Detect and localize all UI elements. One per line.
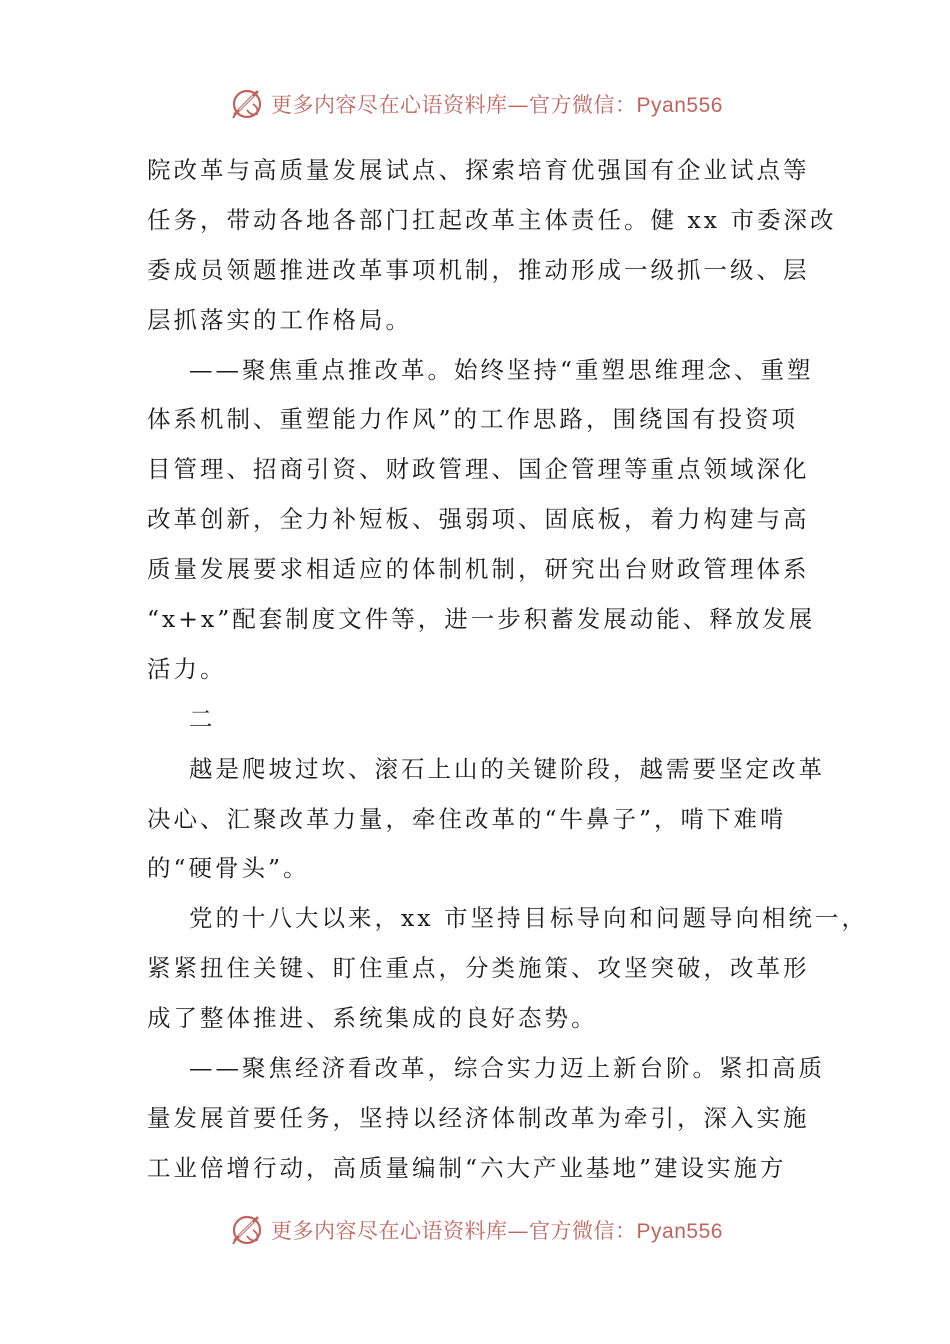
paragraph-line: 体系机制、重塑能力作风”的工作思路，围绕国有投资项 [147, 405, 799, 434]
footer-watermark-label: 更多内容尽在心语资料库—官方微信： [271, 1219, 637, 1243]
paragraph-line: 院改革与高质量发展试点、探索培育优强国有企业试点等 [147, 156, 810, 184]
paragraph-line: 越是爬坡过坎、滚石上山的关键阶段，越需要坚定改革 [189, 754, 825, 783]
paragraph-line: 活力。 [147, 654, 227, 683]
paragraph-line: 层抓落实的工作格局。 [147, 305, 412, 334]
paragraph-line: 党的十八大以来，xx 市坚持目标导向和问题导向相统一， [189, 904, 868, 933]
header-watermark-banner [0, 82, 950, 126]
paragraph-line: “x+x”配套制度文件等，进一步积蓄发展动能、释放发展 [147, 605, 816, 634]
pen-seal-icon [227, 1210, 267, 1250]
paragraph-line: 质量发展要求相适应的体制机制，研究出台财政管理体系 [147, 555, 810, 584]
section-heading: 二 [189, 704, 216, 733]
footer-watermark-banner [0, 1208, 950, 1252]
paragraph-line: ——聚焦重点推改革。始终坚持“重塑思维理念、重塑 [189, 355, 814, 384]
header-watermark-text [271, 89, 723, 119]
pen-seal-icon [227, 84, 267, 124]
paragraph-line: 成了整体推进、系统集成的良好态势。 [147, 1004, 598, 1033]
document-body [147, 146, 868, 1194]
paragraph-line: 决心、汇聚改革力量，牵住改革的“牛鼻子”，啃下难啃 [147, 804, 787, 833]
paragraph-line: 的“硬骨头”。 [147, 854, 310, 883]
footer-watermark-text [271, 1215, 723, 1245]
paragraph-line: ——聚焦经济看改革，综合实力迈上新台阶。紧扣高质 [189, 1054, 825, 1083]
paragraph-line: 量发展首要任务，坚持以经济体制改革为牵引，深入实施 [147, 1103, 810, 1132]
header-watermark-brand: Pyan556 [636, 94, 723, 117]
paragraph-line: 紧紧扭住关键、盯住重点，分类施策、攻坚突破，改革形 [147, 954, 810, 983]
paragraph-line: 目管理、招商引资、财政管理、国企管理等重点领域深化 [147, 455, 810, 484]
paragraph-line: 工业倍增行动，高质量编制“六大产业基地”建设实施方 [147, 1153, 787, 1182]
footer-watermark-brand: Pyan556 [636, 1220, 723, 1243]
header-watermark-label: 更多内容尽在心语资料库—官方微信： [271, 93, 637, 117]
paragraph-line: 任务，带动各地各部门扛起改革主体责任。健 xx 市委深改 [147, 205, 837, 234]
paragraph-line: 委成员领题推进改革事项机制，推动形成一级抓一级、层 [147, 255, 810, 284]
paragraph-line: 改革创新，全力补短板、强弱项、固底板，着力构建与高 [147, 505, 810, 534]
